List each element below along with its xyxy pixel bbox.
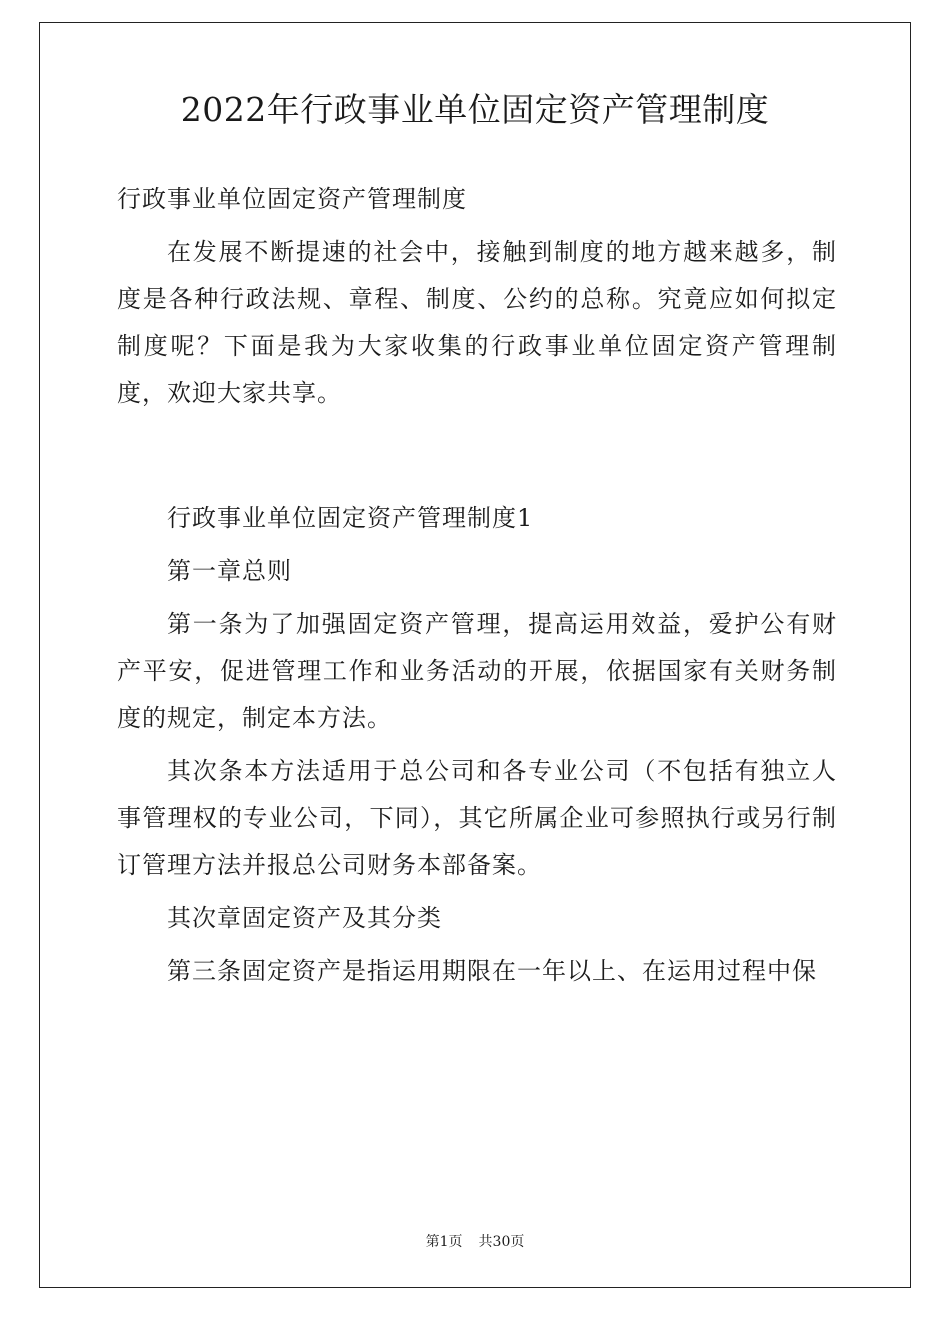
- page-footer: [0, 1232, 950, 1252]
- page-number-current: 第1页: [425, 1234, 463, 1250]
- document-title: 2022年行政事业单位固定资产管理制度: [180, 90, 770, 129]
- document-body: [117, 176, 837, 1001]
- page-number-total: 共30页: [478, 1234, 525, 1250]
- intro-paragraph: 在发展不断提速的社会中，接触到制度的地方越来越多，制度是各种行政法规、章程、制度、公约的总称。究竟应如何拟定制度呢？下面是我为大家收集的行政事业单位固定资产管理制度，欢迎大家共享。: [117, 238, 837, 407]
- chapter-heading: 其次章固定资产及其分类: [167, 904, 442, 932]
- article-paragraph: 第一条为了加强固定资产管理，提高运用效益，爱护公有财产平安，促进管理工作和业务活动的开展，依据国家有关财务制度的规定，制定本方法。: [117, 610, 837, 732]
- subtitle-paragraph: 行政事业单位固定资产管理制度: [117, 185, 467, 213]
- article-paragraph: 其次条本方法适用于总公司和各专业公司（不包括有独立人事管理权的专业公司，下同），其它所属企业可参照执行或另行制订管理方法并报总公司财务本部备案。: [117, 757, 837, 879]
- article-paragraph: 第三条固定资产是指运用期限在一年以上、在运用过程中保: [167, 957, 817, 985]
- paragraph-gap: [117, 423, 837, 495]
- chapter-heading: 第一章总则: [167, 557, 292, 585]
- section-heading: 行政事业单位固定资产管理制度1: [167, 504, 534, 532]
